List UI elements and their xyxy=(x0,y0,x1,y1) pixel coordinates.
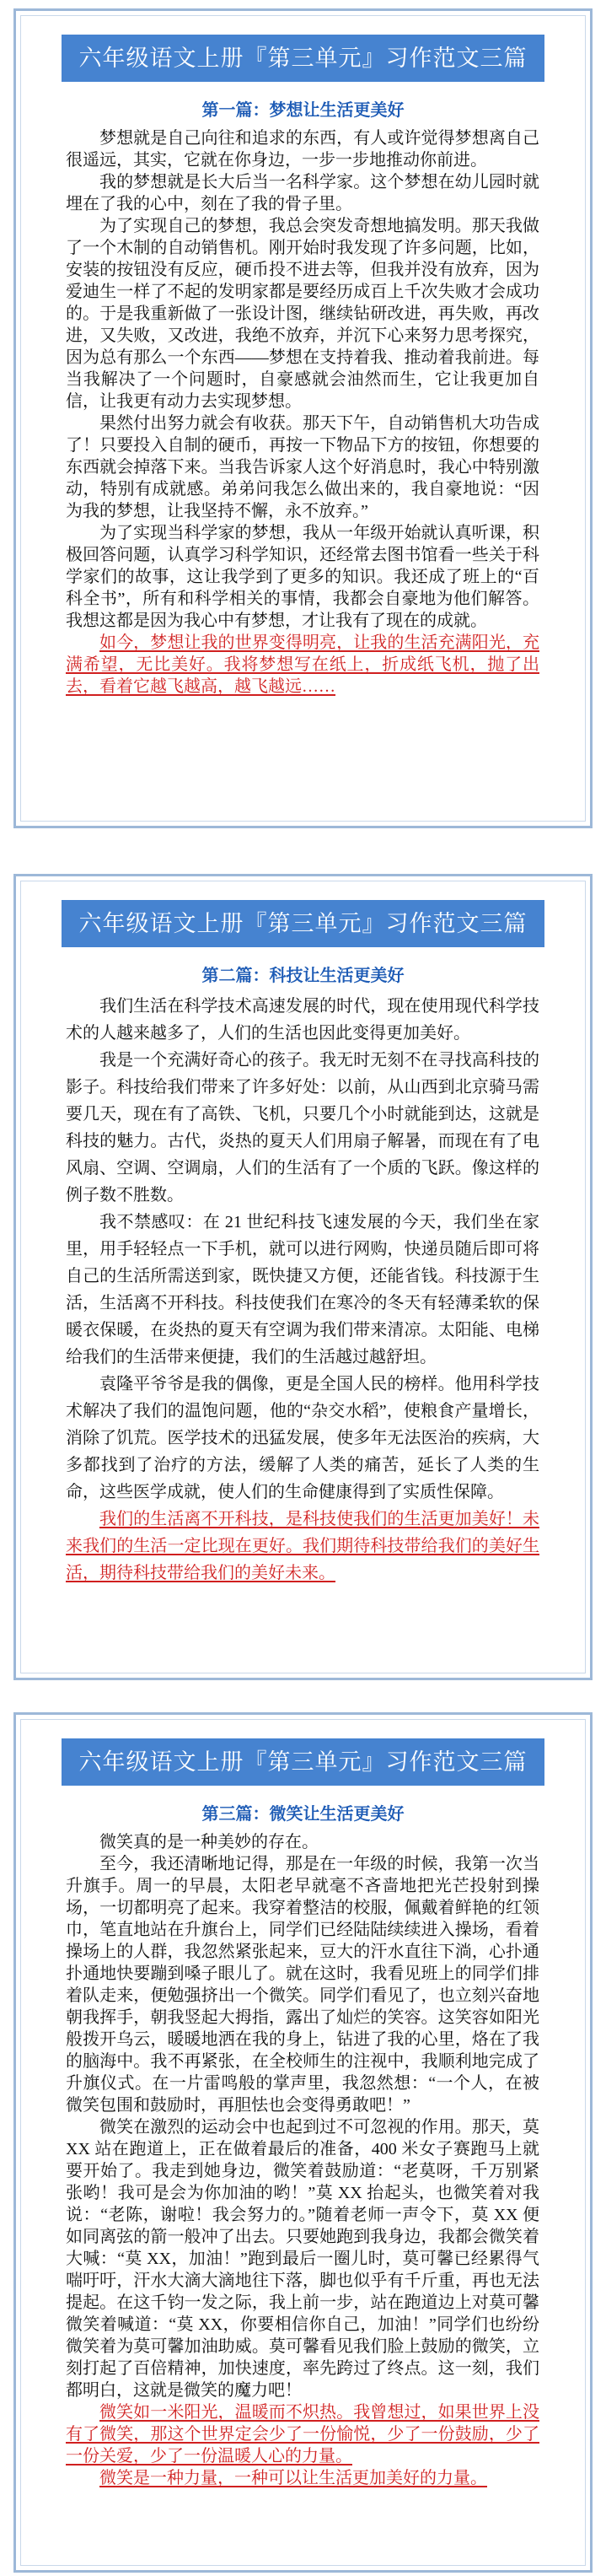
highlight-paragraph: 如今，梦想让我的世界变得明亮，让我的生活充满阳光，充满希望，无比美好。我将梦想写在纸上，折成纸飞机，抛了出去，看着它越飞越高，越飞越远…… xyxy=(66,633,539,696)
article-paragraph: 梦想就是自己向往和追求的东西，有人或许觉得梦想离自己很遥远，其实，它就在你身边，一步一步地推动你前进。 xyxy=(66,129,539,170)
article-title: 第三篇：微笑让生活更美好 xyxy=(201,1805,405,1824)
card-banner: 六年级语文上册『第三单元』习作范文三篇 xyxy=(62,35,544,82)
article-card-3 xyxy=(13,1712,593,2573)
article-paragraph: 我是一个充满好奇心的孩子。我无时无刻不在寻找高科技的影子。科技给我们带来了许多好处：以前，从山西到北京骑马需要几天，现在有了高铁、飞机，只要几个小时就能到达，这就是科技的魅力。古代，炎热的夏天人们用扇子解暑，而现在有了电风扇、空调、空调扇，人们的生活有了一个质的飞跃。像这样的例子数不胜数。 xyxy=(66,1051,539,1204)
article-paragraph: 袁隆平爷爷是我的偶像，更是全国人民的榜样。他用科学技术解决了我们的温饱问题，他的“杂交水稻”，使粮食产量增长，消除了饥荒。医学技术的迅猛发展，使多年无法医治的疾病，大多都找到了治疗的方法，缓解了人类的痛苦，延长了人类的生命，这些医学成就，使人们的生命健康得到了实质性保障。 xyxy=(66,1375,539,1501)
article-card-2 xyxy=(13,874,593,1680)
article-paragraph: 为了实现自己的梦想，我总会突发奇想地搞发明。那天我做了一个木制的自动销售机。刚开始时我发现了许多问题，比如，安装的按钮没有反应，硬币投不进去等，但我并没有放弃，因为爱迪生一样了不起的发明家都是要经历成百上千次失败才会成功的。于是我重新做了一张设计图，继续钻研改进，再失败，再改进，又失败，又改进，我绝不放弃，并沉下心来努力思考探究，因为总有那么一个东西——梦想在支持着我、推动着我前进。每当我解决了一个问题时，自豪感就会油然而生，它让我更加自信，让我更有动力去实现梦想。 xyxy=(66,217,539,411)
article-body xyxy=(66,993,539,1587)
article-body xyxy=(66,1831,539,2489)
article-paragraph: 为了实现当科学家的梦想，我从一年级开始就认真听课，积极回答问题，认真学习科学知识，还经常去图书馆看一些关于科学家们的故事，这让我学到了更多的知识。我还成了班上的“百科全书”，所有和科学相关的事情，我都会自豪地为他们解答。我想这都是因为我心中有梦想，才让我有了现在的成就。 xyxy=(66,524,539,630)
article-paragraph: 我们生活在科学技术高速发展的时代，现在使用现代科学技术的人越来越多了，人们的生活也因此变得更加美好。 xyxy=(66,997,539,1043)
article-paragraph: 微笑在激烈的运动会中也起到过不可忽视的作用。那天，莫 XX 站在跑道上，正在做着最后的准备，400 米女子赛跑马上就要开始了。我走到她身边，微笑着鼓励道：“老莫呀，千万别紧张哟！我可是会为你加油的哟！”莫 XX 抬起头，也微笑着对我说：“老陈，谢啦！我会努力的。”随着老师一声令下，莫 XX 便如同离弦的箭一般冲了出去。只要她跑到我身边，我都会微笑着大喊：“莫 XX，加油！”跑到最后一圈儿时，莫可馨已经累得气喘吁吁，汗水大滴大滴地往下落，脚也似乎有千斤重，再也无法提起。在这千钧一发之际，我上前一步，站在跑道边上对莫可馨微笑着喊道：“莫 XX，你要相信你自己，加油！”同学们也纷纷微笑着为莫可馨加油助威。莫可馨看见我们脸上鼓励的微笑，立刻打起了百倍精神，加快速度，率先跨过了终点。这一刻，我们都明白，这就是微笑的魔力吧！ xyxy=(66,2118,539,2400)
highlight-paragraph: 微笑如一米阳光，温暖而不炽热。我曾想过，如果世界上没有了微笑，那这个世界定会少了一份愉悦，少了一份鼓励，少了一份关爱，少了一份温暖人心的力量。 xyxy=(66,2403,539,2466)
article-paragraph: 果然付出努力就会有收获。那天下午，自动销售机大功告成了！只要投入自制的硬币，再按一下物品下方的按钮，你想要的东西就会掉落下来。当我告诉家人这个好消息时，我心中特别激动，特别有成就感。弟弟问我怎么做出来的，我自豪地说：“因为我的梦想，让我坚持不懈，永不放弃。” xyxy=(66,414,539,520)
article-title: 第一篇：梦想让生活更美好 xyxy=(201,101,405,120)
card-banner: 六年级语文上册『第三单元』习作范文三篇 xyxy=(62,900,544,947)
article-paragraph: 我不禁感叹：在 21 世纪科技飞速发展的今天，我们坐在家里，用手轻轻点一下手机，就可以进行网购，快递员随后即可将自己的生活所需送到家，既快捷又方便，还能省钱。科技源于生活，生活离不开科技。科技使我们在寒冷的冬天有轻薄柔软的保暖衣保暖，在炎热的夏天有空调为我们带来清凉。太阳能、电梯给我们的生活带来便捷，我们的生活越过越舒坦。 xyxy=(66,1213,539,1366)
article-paragraph: 微笑真的是一种美妙的存在。 xyxy=(99,1833,319,1851)
card-banner: 六年级语文上册『第三单元』习作范文三篇 xyxy=(62,1738,544,1786)
highlight-paragraph: 我们的生活离不开科技，是科技使我们的生活更加美好！未来我们的生活一定比现在更好。我们期待科技带给我们的美好生活，期待科技带给我们的美好未来。 xyxy=(66,1510,539,1582)
highlight-paragraph: 微笑是一种力量，一种可以让生活更加美好的力量。 xyxy=(99,2469,487,2487)
article-title: 第二篇：科技让生活更美好 xyxy=(201,967,405,985)
article-paragraph: 至今，我还清晰地记得，那是在一年级的时候，我第一次当升旗手。周一的早晨，太阳老早就毫不吝啬地把光芒投射到操场，一切都明亮了起来。我穿着整洁的校服，佩戴着鲜艳的红领巾，笔直地站在升旗台上，同学们已经陆陆续续进入操场，看着操场上的人群，我忽然紧张起来，豆大的汗水直往下淌，心扑通扑通地快要蹦到嗓子眼儿了。就在这时，我看见班上的同学们排着队走来，便勉强挤出一个微笑。同学们看见了，也立刻兴奋地朝我挥手，朝我竖起大拇指，露出了灿烂的笑容。这笑容如阳光般拨开乌云，暖暖地洒在我的身上，钻进了我的心里，烙在了我的脑海中。我不再紧张，在全校师生的注视中，我顺利地完成了升旗仪式。在一片雷鸣般的掌声里，我忽然想：“一个人，在被微笑包围和鼓励时，再胆怯也会变得勇敢吧！” xyxy=(66,1855,539,2115)
article-card-1 xyxy=(13,8,593,828)
article-body xyxy=(66,127,539,698)
article-paragraph: 我的梦想就是长大后当一名科学家。这个梦想在幼儿园时就埋在了我的心中，刻在了我的骨子里。 xyxy=(66,173,539,213)
